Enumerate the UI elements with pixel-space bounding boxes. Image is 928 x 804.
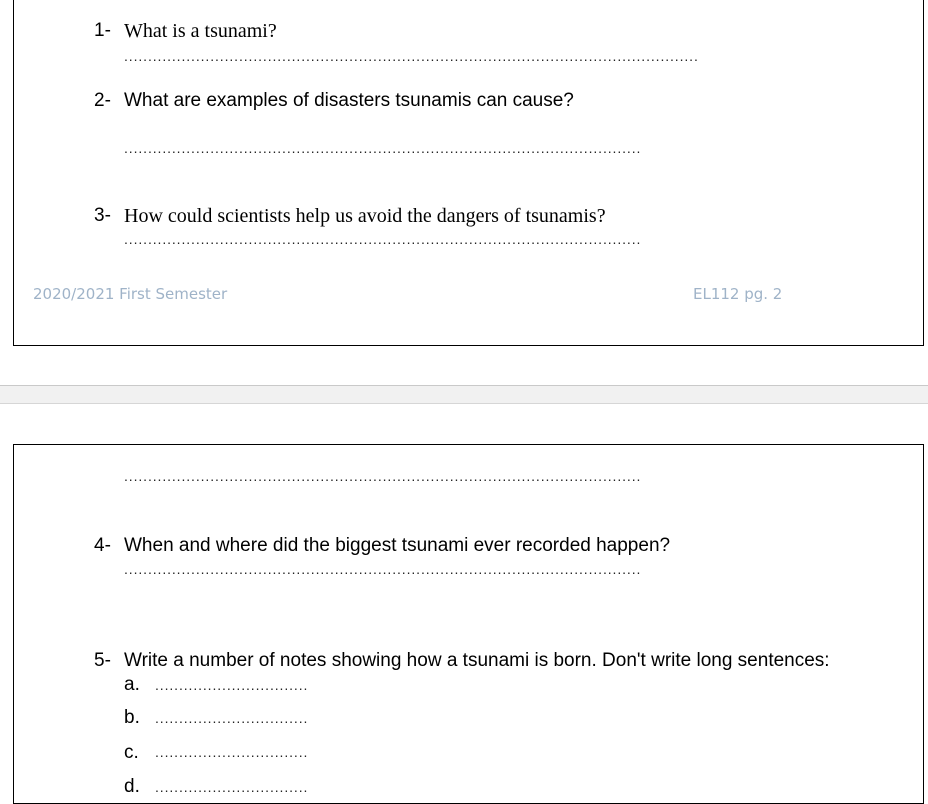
question-3-answer-line[interactable]: ............................................................................................................	[124, 232, 642, 246]
question-4-answer-line[interactable]: ............................................................................................................	[124, 562, 642, 576]
note-d-letter: d.	[124, 776, 140, 797]
question-1-text: What is a tsunami?	[124, 20, 277, 42]
question-5-text: Write a number of notes showing how a tsunami is born. Don't write long sentences:	[124, 650, 830, 671]
question-3-text: How could scientists help us avoid the dangers of tsunamis?	[124, 205, 606, 227]
document-page-bottom	[13, 444, 924, 804]
note-b-line[interactable]: ................................	[155, 711, 309, 725]
note-c-letter: c.	[124, 742, 139, 763]
question-2-number: 2-	[94, 90, 111, 111]
note-a-line[interactable]: ................................	[155, 678, 309, 692]
note-d-line[interactable]: ................................	[155, 780, 309, 794]
question-1-number: 1-	[94, 20, 111, 41]
question-2-answer-line[interactable]: ............................................................................................................	[124, 141, 642, 155]
question-4-number: 4-	[94, 535, 111, 556]
page-separator	[0, 385, 928, 404]
question-2-text: What are examples of disasters tsunamis can cause?	[124, 90, 574, 111]
footer-page-label: EL112 pg. 2	[693, 285, 783, 303]
question-5-number: 5-	[94, 650, 111, 671]
note-c-line[interactable]: ................................	[155, 745, 309, 759]
question-3-number: 3-	[94, 205, 111, 226]
footer-semester: 2020/2021 First Semester	[33, 285, 228, 303]
question-1-answer-line[interactable]: ........................................................................................................................	[124, 49, 699, 63]
note-a-letter: a.	[124, 674, 140, 695]
document-page-top	[13, 0, 924, 346]
note-b-letter: b.	[124, 707, 140, 728]
question-4-text: When and where did the biggest tsunami ever recorded happen?	[124, 535, 671, 556]
continued-answer-line[interactable]: ............................................................................................................	[124, 469, 642, 483]
